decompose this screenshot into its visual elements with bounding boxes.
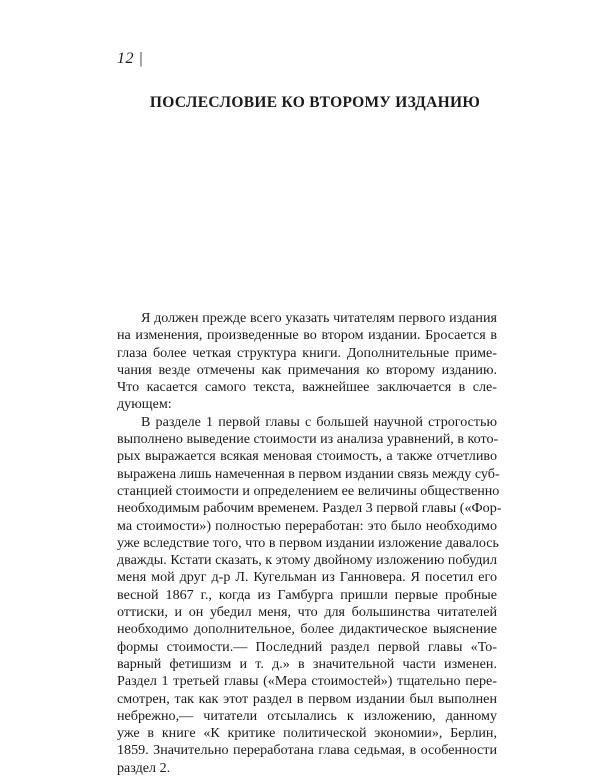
text-line: чания везде отмечены как примечания ко второму изданию. [117, 361, 497, 378]
text-line: необходимо дополнительное, более дидактическое выяснение [117, 621, 497, 638]
text-line: формы стоимости.— Последний раздел первой главы «То- [117, 638, 497, 655]
text-line: необходимым рабочим временем. Раздел 3 первой главы («Фор- [117, 500, 502, 517]
text-line: станцией стоимости и определением ее величины общественно [117, 482, 500, 499]
text-line: выражена лишь намеченная в первом издании связь между суб- [117, 465, 500, 482]
text-line: небрежно,— читатели отсылались к изложению, данному [117, 707, 497, 724]
text-line: Я должен прежде всего указать читателям первого издания [141, 310, 497, 326]
page-number: 12 | [117, 50, 144, 67]
text-line: 1859. Значительно переработана глава седьмая, в особенности [117, 742, 497, 759]
text-line: уже в книге «К критике политической экономии», Берлин, [117, 725, 497, 742]
text-line: варный фетишизм и т. д.» в значительной части изменен. [117, 655, 497, 672]
page-title: ПОСЛЕСЛОВИЕ КО ВТОРОМУ ИЗДАНИЮ [149, 94, 481, 111]
text-line: дующем: [117, 396, 172, 413]
text-line: глаза более четкая структура книги. Дополнительные приме- [117, 344, 497, 361]
text-line: меня мой друг д-р Л. Кугельман из Ганновера. Я посетил его [117, 569, 497, 586]
text-line: дважды. Кстати сказать, к этому двойному изложению побудил [117, 552, 498, 569]
text-line: на изменения, произведенные во втором издании. Бросается в [117, 327, 497, 344]
body-text [117, 310, 502, 777]
text-line: уже вследствие того, что в первом издании изложение давалось [117, 534, 499, 551]
text-line: В разделе 1 первой главы с большей научной строгостью [141, 413, 497, 430]
text-line: Что касается самого текста, важнейшее заключается в сле- [117, 379, 497, 396]
text-line: Раздел 1 третьей главы («Мера стоимостей») тщательно пере- [117, 673, 497, 690]
text-line: оттиски, и он убедил меня, что для большинства читателей [117, 604, 497, 621]
text-line: раздел 2. [117, 759, 171, 776]
text-line: рых выражается всякая меновая стоимость, а также отчетливо [117, 448, 497, 465]
text-line: смотрен, так как этот раздел в первом издании был выполнен [117, 690, 497, 707]
paragraph-1 [117, 310, 497, 414]
text-line: весной 1867 г., когда из Гамбурга пришли первые пробные [117, 586, 497, 603]
paragraph-2 [117, 413, 502, 777]
text-line: ма стоимости») полностью переработан: это было необходимо [117, 517, 497, 534]
text-line: выполнено выведение стоимости из анализа уравнений, в кото- [117, 431, 499, 448]
